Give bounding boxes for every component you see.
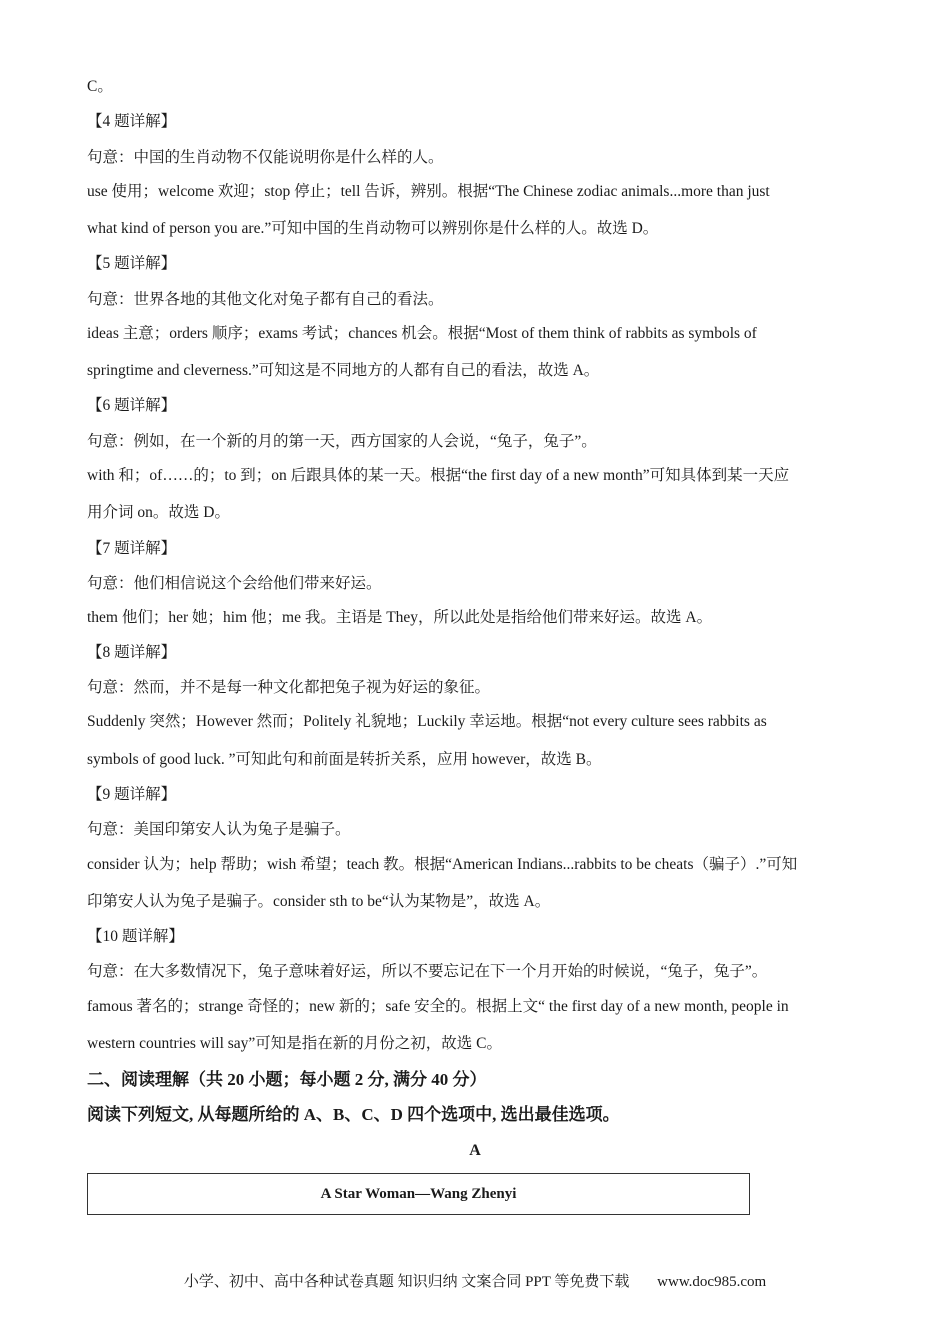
passage-title: A Star Woman—Wang Zhenyi — [320, 1185, 517, 1202]
question-heading: 【5 题详解】 — [87, 255, 177, 272]
explanation-line: 印第安人认为兔子是骗子。consider sth to be“认为某物是”，故选 A。 — [87, 893, 551, 910]
explanation-line: famous 著名的；strange 奇怪的；new 新的；safe 安全的。根据上文“ the first day of a new month, people in — [87, 998, 789, 1015]
explanation-line: ideas 主意；orders 顺序；exams 考试；chances 机会。根据“Most of them think of rabbits as symbols of — [87, 325, 757, 342]
question-heading: 【10 题详解】 — [87, 928, 184, 945]
question-heading: 【8 题详解】 — [87, 644, 177, 661]
explanation-line: what kind of person you are.”可知中国的生肖动物可以辨别你是什么样的人。故选 D。 — [87, 220, 659, 237]
section-title: 二、阅读理解（共 20 小题；每小题 2 分, 满分 40 分） — [87, 1070, 487, 1089]
explanation-line: symbols of good luck. ”可知此句和前面是转折关系，应用 however，故选 B。 — [87, 751, 602, 768]
explanation-line: consider 认为；help 帮助；wish 希望；teach 教。根据“American Indians...rabbits to be cheats（骗子）.”可知 — [87, 856, 798, 873]
explanation-line: 用介词 on。故选 D。 — [87, 504, 230, 521]
question-heading: 【4 题详解】 — [87, 113, 177, 130]
question-heading: 【7 题详解】 — [87, 540, 177, 557]
explanation-line: western countries will say”可知是指在新的月份之初，故选 C。 — [87, 1035, 503, 1052]
explanation-line: use 使用；welcome 欢迎；stop 停止；tell 告诉，辨别。根据“The Chinese zodiac animals...more than just — [87, 183, 770, 200]
explanation-line: them 他们；her 她；him 他；me 我。主语是 They，所以此处是指给他们带来好运。故选 A。 — [87, 609, 713, 626]
explanation-line: with 和；of……的；to 到；on 后跟具体的某一天。根据“the first day of a new month”可知具体到某一天应 — [87, 467, 790, 484]
footer-text: 小学、初中、高中各种试卷真题 知识归纳 文案合同 PPT 等免费下载 — [183, 1274, 630, 1290]
explanation-line: 句意：在大多数情况下，兔子意味着好运，所以不要忘记在下一个月开始的时候说，“兔子，兔子”。 — [87, 963, 768, 980]
passage-title-box — [87, 1173, 750, 1215]
explanation-line: 句意：他们相信说这个会给他们带来好运。 — [87, 575, 382, 592]
explanation-line: 句意：例如，在一个新的月的第一天，西方国家的人会说，“兔子，兔子”。 — [87, 433, 597, 450]
explanation-line: springtime and cleverness.”可知这是不同地方的人都有自己的看法，故选 A。 — [87, 362, 600, 379]
passage-label: A — [469, 1142, 481, 1159]
explanation-line: Suddenly 突然；However 然而；Politely 礼貌地；Luckily 幸运地。根据“not every culture sees rabbits as — [87, 713, 767, 730]
section-instruction: 阅读下列短文, 从每题所给的 A、B、C、D 四个选项中, 选出最佳选项。 — [87, 1105, 620, 1124]
question-heading: 【9 题详解】 — [87, 786, 177, 803]
explanation-line: 句意：世界各地的其他文化对兔子都有自己的看法。 — [87, 291, 444, 308]
explanation-line: C。 — [87, 78, 113, 95]
footer-url[interactable]: www.doc985.com — [657, 1274, 767, 1290]
question-heading: 【6 题详解】 — [87, 397, 177, 414]
page-footer — [0, 1270, 950, 1291]
explanation-line: 句意：美国印第安人认为兔子是骗子。 — [87, 821, 351, 838]
explanation-line: 句意：然而，并不是每一种文化都把兔子视为好运的象征。 — [87, 679, 491, 696]
explanation-line: 句意：中国的生肖动物不仅能说明你是什么样的人。 — [87, 149, 444, 166]
